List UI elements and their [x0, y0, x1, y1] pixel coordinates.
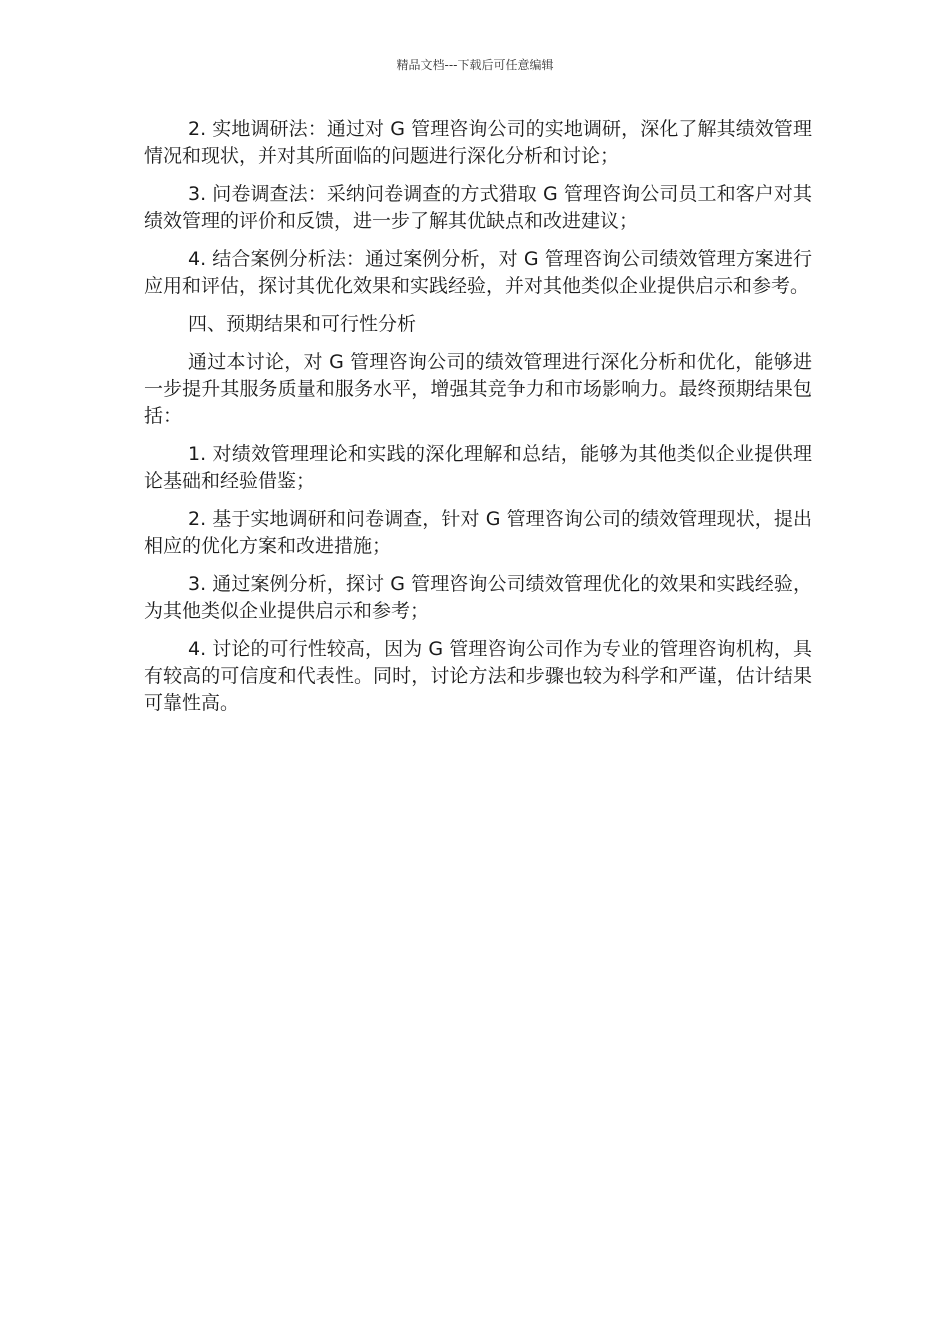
- document-body: [144, 116, 812, 728]
- paragraph-result-3: 3. 通过案例分析，探讨 G 管理咨询公司绩效管理优化的效果和实践经验，为其他类似企业提供启示和参考；: [144, 573, 812, 622]
- paragraph-result-2: 2. 基于实地调研和问卷调查，针对 G 管理咨询公司的绩效管理现状，提出相应的优化方案和改进措施；: [144, 508, 812, 557]
- paragraph-method-field-research: 2. 实地调研法：通过对 G 管理咨询公司的实地调研，深化了解其绩效管理情况和现状，并对其所面临的问题进行深化分析和讨论；: [144, 118, 812, 167]
- paragraph-result-4: 4. 讨论的可行性较高，因为 G 管理咨询公司作为专业的管理咨询机构，具有较高的可信度和代表性。同时，讨论方法和步骤也较为科学和严谨，估计结果可靠性高。: [144, 638, 812, 714]
- page-header: 精品文档---下载后可任意编辑: [396, 58, 554, 72]
- paragraph-expected-intro: 通过本讨论，对 G 管理咨询公司的绩效管理进行深化分析和优化，能够进一步提升其服务质量和服务水平，增强其竞争力和市场影响力。最终预期结果包括：: [144, 351, 812, 427]
- paragraph-result-1: 1. 对绩效管理理论和实践的深化理解和总结，能够为其他类似企业提供理论基础和经验借鉴；: [144, 443, 812, 492]
- section-heading-expected-results: 四、预期结果和可行性分析: [188, 313, 417, 335]
- paragraph-method-case-analysis: 4. 结合案例分析法：通过案例分析，对 G 管理咨询公司绩效管理方案进行应用和评估，探讨其优化效果和实践经验，并对其他类似企业提供启示和参考。: [144, 248, 812, 297]
- paragraph-method-questionnaire: 3. 问卷调查法：采纳问卷调查的方式猎取 G 管理咨询公司员工和客户对其绩效管理的评价和反馈，进一步了解其优缺点和改进建议；: [144, 183, 812, 232]
